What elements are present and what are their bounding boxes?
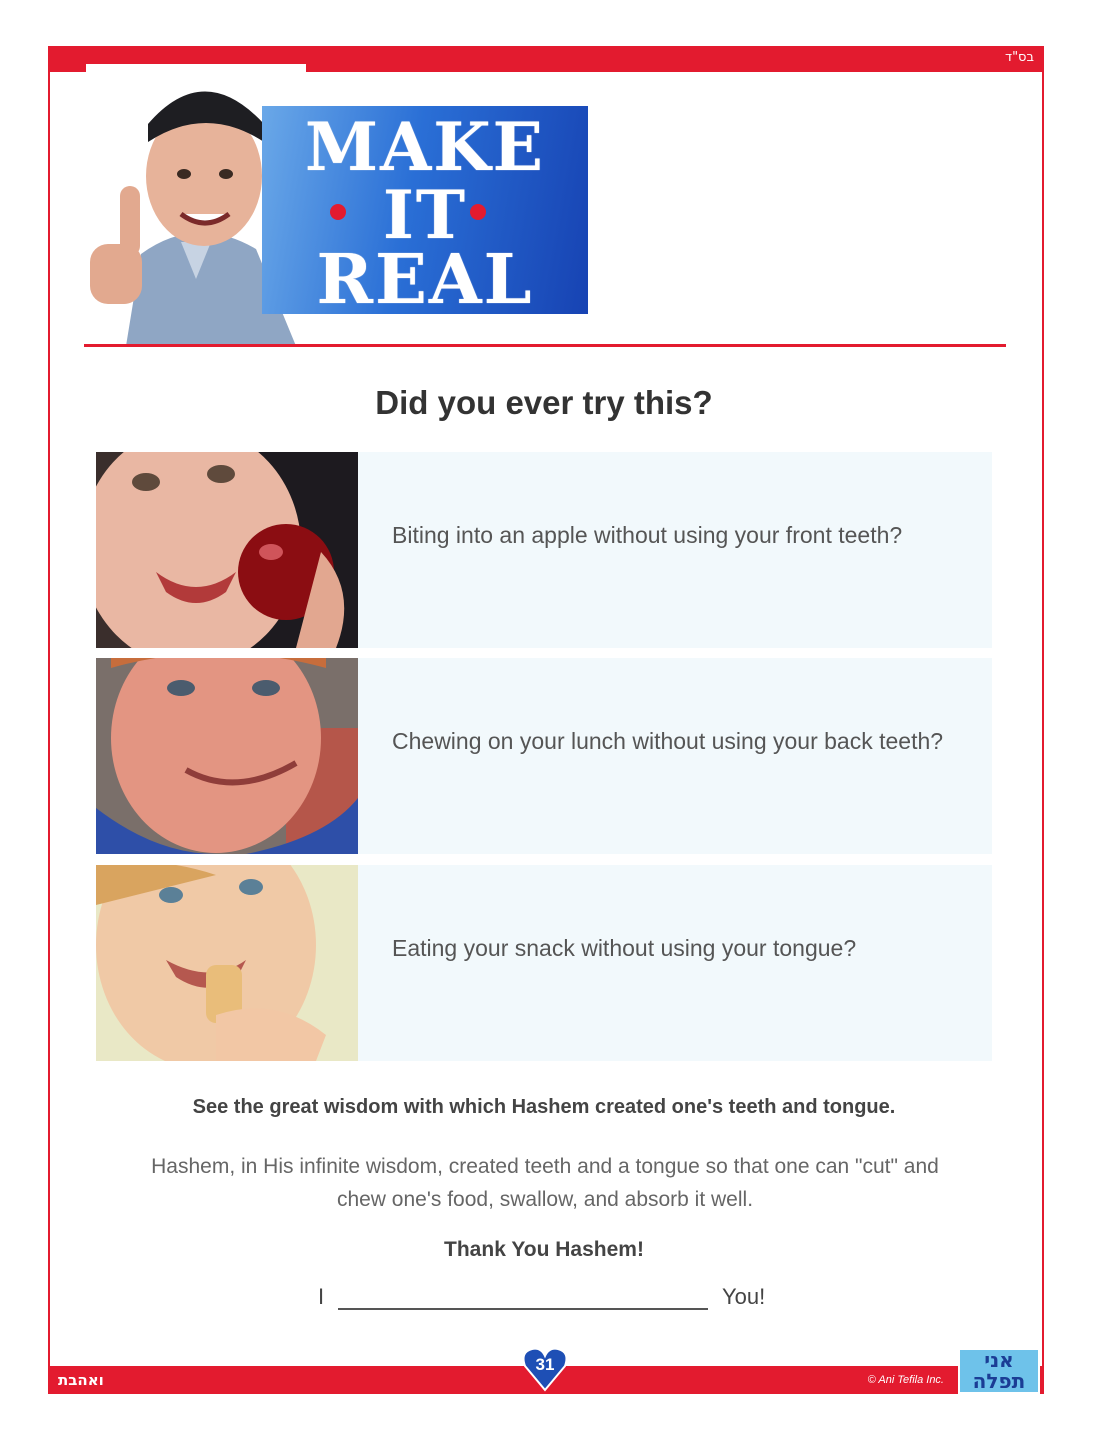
banner-line-1: MAKE — [305, 108, 545, 186]
corner-mark: בס"ד — [1004, 50, 1034, 65]
copyright-text: © Ani Tefila Inc. — [867, 1374, 944, 1386]
item-text: Eating your snack without using your tongue? — [392, 935, 857, 961]
footer-word: ואהבת — [58, 1371, 104, 1389]
banner-line-3: REAL — [316, 240, 534, 320]
body-paragraph: Hashem, in His infinite wisdom, created teeth and a tongue so that one can "cut" and chew one's food, swallow, and absorb it well. — [151, 1155, 939, 1211]
banner-line-2: IT — [383, 176, 467, 254]
make-it-real-banner — [262, 106, 588, 320]
list-item — [96, 865, 992, 1061]
list-item — [96, 452, 992, 648]
child-chewing-photo — [96, 658, 358, 854]
red-dot-icon — [330, 204, 346, 220]
thanks-line: Thank You Hashem! — [444, 1238, 644, 1261]
child-eating-snack-photo — [96, 865, 358, 1061]
pledge-line — [318, 1284, 765, 1310]
ani-tefila-logo — [958, 1348, 1040, 1394]
list-item — [96, 658, 992, 854]
logo-line-1: אני — [984, 1348, 1014, 1372]
item-text: Chewing on your lunch without using your back teeth? — [392, 728, 944, 754]
page-number-badge — [522, 1346, 568, 1392]
item-text: Biting into an apple without using your front teeth? — [392, 522, 903, 548]
page-number: 31 — [535, 1355, 555, 1374]
summary-heading: See the great wisdom with which Hashem created one's teeth and tongue. — [192, 1096, 896, 1118]
pledge-blank-field[interactable] — [338, 1286, 708, 1310]
header-divider — [84, 344, 1006, 347]
section-title: Did you ever try this? — [375, 384, 713, 421]
logo-line-2: תפלה — [972, 1369, 1026, 1393]
red-dot-icon — [470, 204, 486, 220]
pledge-suffix: You! — [721, 1284, 766, 1309]
child-with-apple-photo — [96, 452, 358, 648]
pledge-prefix: I — [318, 1284, 325, 1309]
